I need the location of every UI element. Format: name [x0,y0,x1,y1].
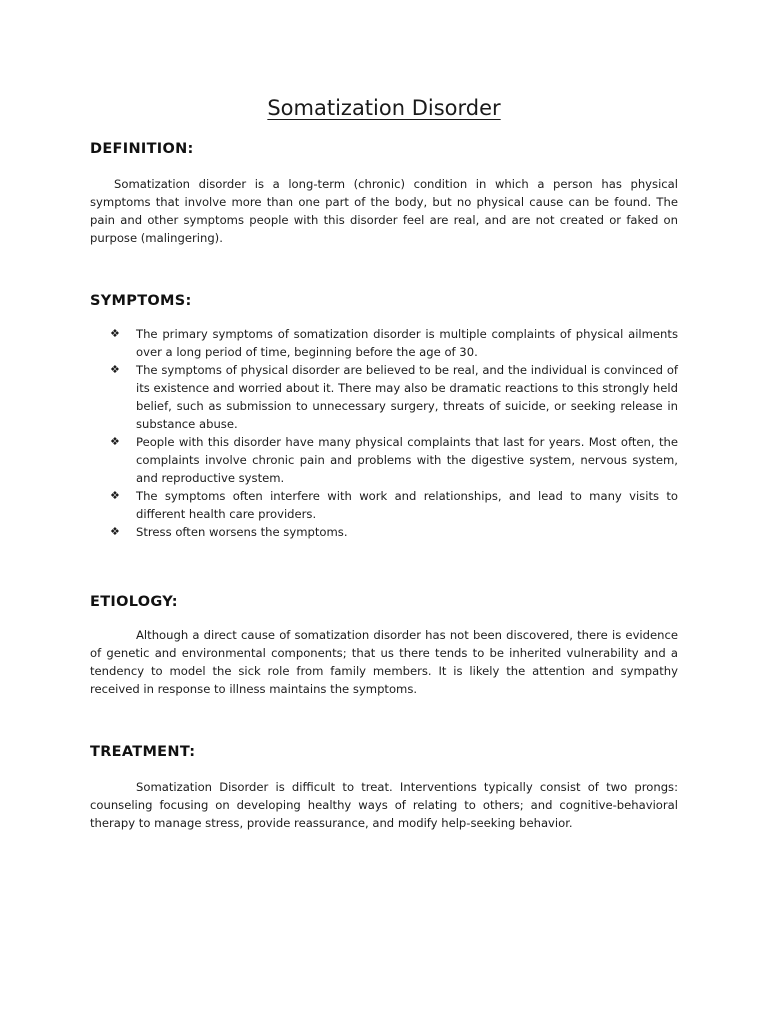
definition-paragraph: Somatization disorder is a long-term (chronic) condition in which a person has physical symptoms that involve more than one part of the body, but no physical cause can be found. The pain and other symptoms people with this disorder feel are real, and are not created or faked on purpose (malingering). [90,177,678,245]
etiology-heading: ETIOLOGY: [90,594,178,610]
symptoms-heading: SYMPTOMS: [90,293,192,309]
etiology-paragraph: Although a direct cause of somatization disorder has not been discovered, there is evidence of genetic and environmental components; that us there tends to be inherited vulnerability and a tendency to model the sick role from family members. It is likely the attention and sympathy received in response to illness maintains the symptoms. [90,628,678,696]
symptoms-list [110,325,678,541]
symptom-list-item [110,487,678,523]
symptom-text: The symptoms often interfere with work and relationships, and lead to many visits to different health care providers. [136,489,678,521]
diamond-bullet-icon: ❖ [110,363,120,376]
symptom-list-item [110,325,678,361]
document-title [0,94,768,122]
symptom-text: The symptoms of physical disorder are believed to be real, and the individual is convinced of its existence and worried about it. There may also be dramatic reactions to this strongly held belief, such as submission to unnecessary surgery, threats of suicide, or seeking release in substance abuse. [136,363,678,431]
symptom-list-item [110,361,678,433]
diamond-bullet-icon: ❖ [110,489,120,502]
symptom-text: People with this disorder have many physical complaints that last for years. Most often, the complaints involve chronic pain and problems with the digestive system, nervous system, and reproductive system. [136,435,678,485]
treatment-paragraph: Somatization Disorder is difficult to treat. Interventions typically consist of two prongs: counseling focusing on developing healthy ways of relating to others; and cognitive-behavioral therapy to manage stress, provide reassurance, and modify help-seeking behavior. [90,780,678,830]
diamond-bullet-icon: ❖ [110,327,120,340]
symptom-text: Stress often worsens the symptoms. [136,525,348,539]
diamond-bullet-icon: ❖ [110,435,120,448]
definition-heading: DEFINITION: [90,141,194,157]
treatment-heading: TREATMENT: [90,744,196,760]
diamond-bullet-icon: ❖ [110,525,120,538]
document-title-text: Somatization Disorder [267,96,501,120]
symptom-list-item [110,433,678,487]
symptom-list-item [110,523,678,541]
symptom-text: The primary symptoms of somatization disorder is multiple complaints of physical ailments over a long period of time, beginning before the age of 30. [136,327,678,359]
